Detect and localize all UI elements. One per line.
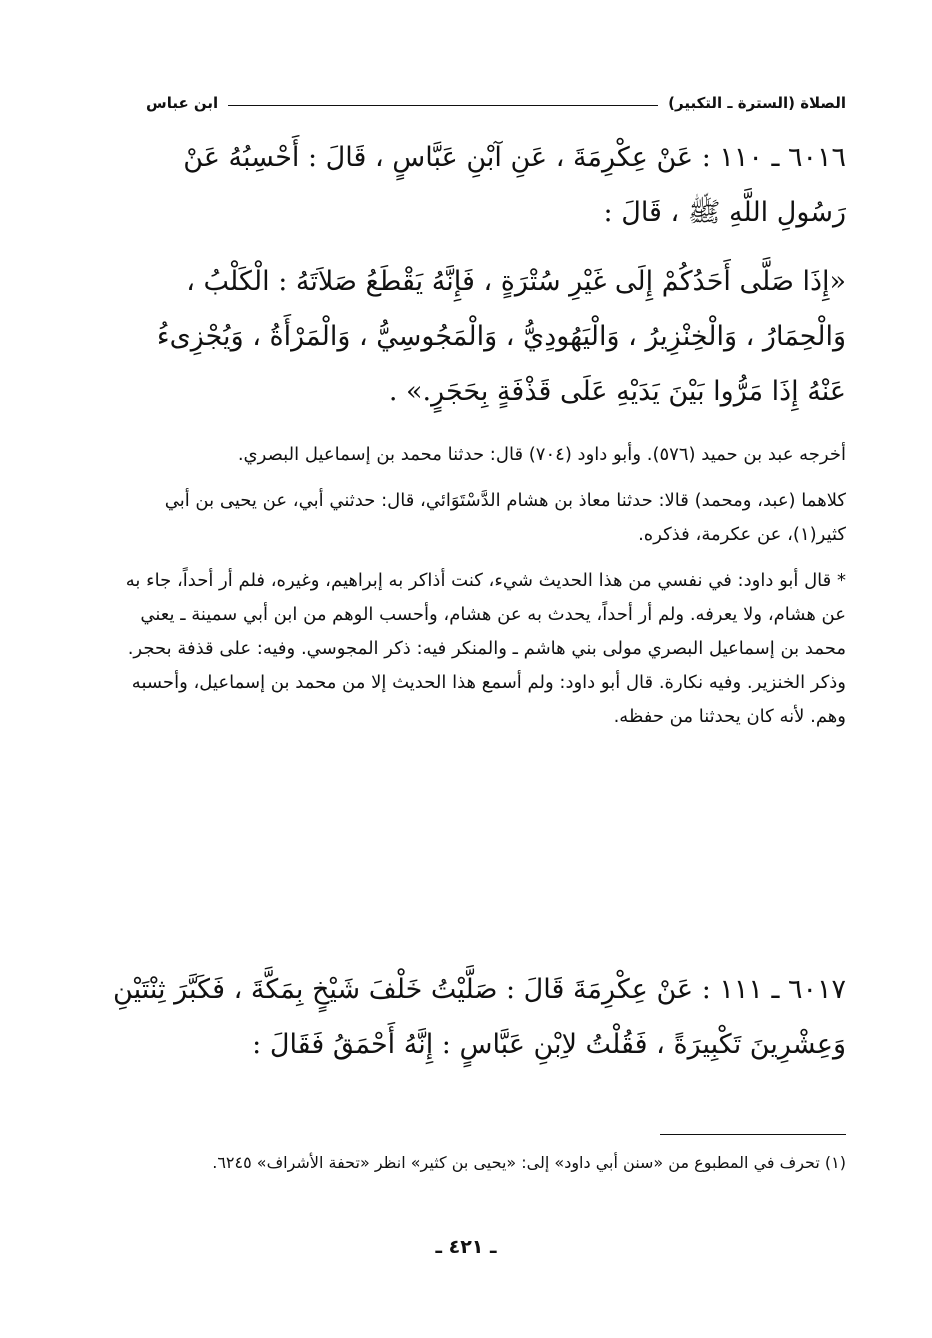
page-number: ـ ٤٢١ ـ <box>435 1236 497 1258</box>
running-header <box>146 88 846 118</box>
header-section-title: ابن عباس <box>146 94 219 112</box>
commentary-paragraph-3: * قال أبو داود: في نفسي من هذا الحديث شيء، كنت أذاكر به إبراهيم، وغيره، فلم أر أحداً، جاء به عن هشام، ولا يعرفه. ولم أر أحداً، يحدث به عن هشام، وأحسب الوهم من ابن أبي سمينة ـ يعني محمد بن إسماعيل البصري مولى بني هاشم ـ والمنكر فيه: ذكر المجوسي. وفيه: على قذفة بحجر. وذكر الخنزير. وفيه نكارة. قال أبو داود: ولم أسمع هذا الحديث إلا من محمد بن إسماعيل، وأحسبه وهم. لأنه كان يحدثنا من حفظه. <box>125 570 846 727</box>
footnote <box>140 1146 846 1180</box>
hadith-6017 <box>110 962 846 1072</box>
header-chapter-title: الصلاة (السترة ـ التكبير) <box>668 94 846 112</box>
header-rule <box>228 105 658 106</box>
commentary-paragraph-2: كلاهما (عبد، ومحمد) قالا: حدثنا معاذ بن هشام الدَّسْتَوَائي، قال: حدثني أبي، عن يحيى بن أبي كثير(١)، عن عكرمة، فذكره. <box>164 490 846 545</box>
hadith-6017-text: ٦٠١٧ ـ ١١١ : عَنْ عِكْرِمَةَ قَالَ : صَلَّيْتُ خَلْفَ شَيْخٍ بِمَكَّةَ ، فَكَبَّرَ ثِنْتَيْنِ وَعِشْرِينَ تَكْبِيرَةً ، فَقُلْتُ لاِبْنِ عَبَّاسٍ : إِنَّهُ أَحْمَقُ فَقَالَ : <box>113 974 846 1060</box>
takhrij-commentary <box>110 438 846 734</box>
footnote-1: (١) تحرف في المطبوع من «سنن أبي داود» إلى: «يحيى بن كثير» انظر «تحفة الأشراف» ٦٢٤٥. <box>212 1153 846 1172</box>
footnote-separator <box>660 1134 846 1135</box>
hadith-6016 <box>110 130 846 419</box>
hadith-6016-matn: «إِذَا صَلَّى أَحَدُكُمْ إِلَى غَيْرِ سُتْرَةٍ ، فَإِنَّهُ يَقْطَعُ صَلاَتَهُ : الْكَلْبُ ، وَالْحِمَارُ ، وَالْخِنْزِيرُ ، وَالْيَهُودِيُّ ، وَالْمَجُوسِيُّ ، وَالْمَرْأَةُ ، وَيُجْزِىءُ عَنْهُ إِذَا مَرُّوا بَيْنَ يَدَيْهِ عَلَى قَذْفَةٍ بِحَجَرٍ.» . <box>156 266 846 407</box>
hadith-6016-isnad: ٦٠١٦ ـ ١١٠ : عَنْ عِكْرِمَةَ ، عَنِ آبْنِ عَبَّاسٍ ، قَالَ : أَحْسِبُهُ عَنْ رَسُولِ اللَّهِ ﷺ ، قَالَ : <box>183 142 846 228</box>
commentary-paragraph-1: أخرجه عبد بن حميد (٥٧٦). وأبو داود (٧٠٤) قال: حدثنا محمد بن إسماعيل البصري. <box>237 444 846 465</box>
